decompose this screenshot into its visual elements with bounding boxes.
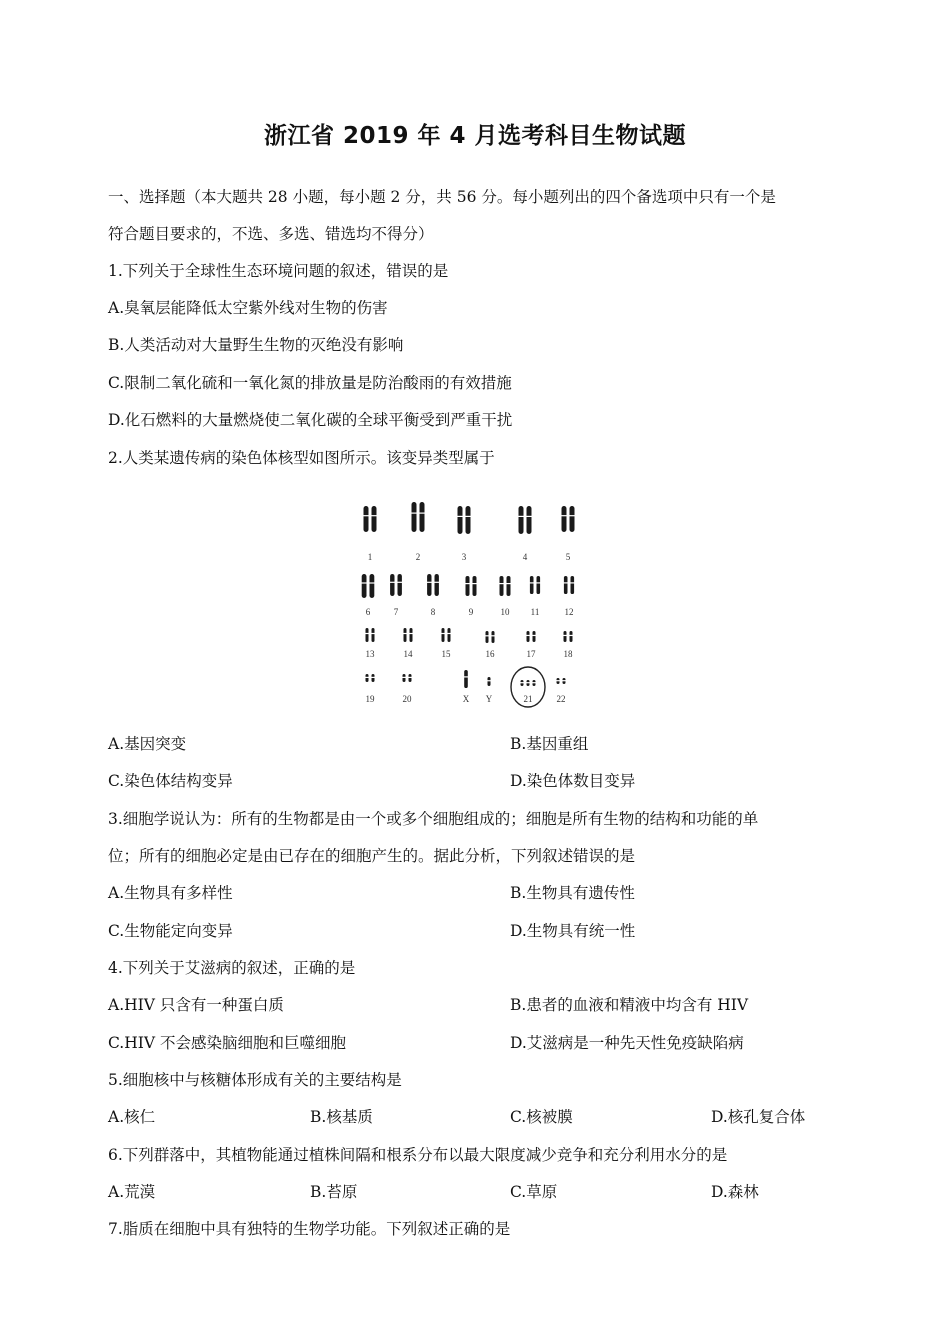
chromosome-label: 11 xyxy=(530,607,540,617)
question-3-stem-line-1: 3.细胞学说认为：所有的生物都是由一个或多个细胞组成的；细胞是所有生物的结构和功能的单 xyxy=(108,810,759,828)
question-2-option-d: D.染色体数目变异 xyxy=(510,772,636,790)
chromosome-3 xyxy=(457,506,471,562)
question-1-option-b: B.人类活动对大量野生生物的灭绝没有影响 xyxy=(108,336,404,354)
chromosome-9-copy xyxy=(466,576,470,596)
question-5-option-a: A.核仁 xyxy=(108,1108,156,1126)
chromosome-label: 12 xyxy=(564,607,574,617)
chromosome-label: 21 xyxy=(523,694,533,704)
chromosome-1 xyxy=(363,506,377,562)
chromosome-11-copy xyxy=(530,576,534,594)
chromosome-4 xyxy=(518,506,532,562)
chromosome-12-copy xyxy=(571,576,575,594)
chromosome-label: 3 xyxy=(461,552,467,562)
chromosome-5-copy xyxy=(570,506,575,532)
chromosome-X-copy xyxy=(464,670,468,688)
chromosome-14-copy xyxy=(410,628,413,642)
question-5-stem: 5.细胞核中与核糖体形成有关的主要结构是 xyxy=(108,1071,402,1089)
chromosome-11 xyxy=(529,576,540,617)
chromosome-1-copy xyxy=(372,506,377,532)
question-5-option-d: D.核孔复合体 xyxy=(711,1108,806,1126)
chromosome-15 xyxy=(441,628,451,659)
chromosome-5 xyxy=(561,506,575,562)
chromosome-16-copy xyxy=(486,631,489,643)
chromosome-7 xyxy=(390,574,403,617)
chromosome-label: 17 xyxy=(526,649,536,659)
question-1-option-d: D.化石燃料的大量燃烧使二氧化碳的全球平衡受到严重干扰 xyxy=(108,411,513,429)
chromosome-18-copy xyxy=(570,631,573,642)
question-1-stem: 1.下列关于全球性生态环境问题的叙述，错误的是 xyxy=(108,262,449,280)
chromosome-5-copy xyxy=(562,506,567,532)
chromosome-label: 1 xyxy=(367,552,373,562)
section-intro-line-2: 符合题目要求的，不选、多选、错选均不得分） xyxy=(108,225,434,243)
question-3-option-b: B.生物具有遗传性 xyxy=(510,884,635,902)
question-2-option-b: B.基因重组 xyxy=(510,735,589,753)
chromosome-13-copy xyxy=(366,628,369,642)
chromosome-label: 18 xyxy=(563,649,573,659)
chromosome-18-copy xyxy=(564,631,567,642)
question-1-option-a: A.臭氧层能降低太空紫外线对生物的伤害 xyxy=(108,299,388,317)
question-6-stem: 6.下列群落中，其植物能通过植株间隔和根系分布以最大限度减少竞争和充分利用水分的是 xyxy=(108,1146,728,1164)
chromosome-label: 19 xyxy=(365,694,375,704)
question-3-stem-line-2: 位；所有的细胞必定是由已存在的细胞产生的。据此分析，下列叙述错误的是 xyxy=(108,847,636,865)
chromosome-2-copy xyxy=(420,502,425,532)
question-3-option-a: A.生物具有多样性 xyxy=(108,884,233,902)
chromosome-8 xyxy=(427,574,440,617)
chromosome-9 xyxy=(465,576,477,617)
chromosome-label: 6 xyxy=(365,607,371,617)
chromosome-label: 22 xyxy=(556,694,566,704)
question-4-option-a: A.HIV 只含有一种蛋白质 xyxy=(108,996,284,1014)
question-4-option-b: B.患者的血液和精液中均含有 HIV xyxy=(510,996,749,1014)
chromosome-Y xyxy=(486,677,493,704)
chromosome-8-copy xyxy=(435,574,439,596)
chromosome-label: Y xyxy=(485,694,493,704)
chromosome-label: 5 xyxy=(565,552,571,562)
question-6-option-d: D.森林 xyxy=(711,1183,759,1201)
chromosome-14-copy xyxy=(404,628,407,642)
question-4-stem: 4.下列关于艾滋病的叙述，正确的是 xyxy=(108,959,356,977)
section-intro-line-1: 一、选择题（本大题共 28 小题，每小题 2 分，共 56 分。每小题列出的四个备选项中只有一个是 xyxy=(108,188,776,206)
chromosome-15-copy xyxy=(448,628,451,642)
question-7-stem: 7.脂质在细胞中具有独特的生物学功能。下列叙述正确的是 xyxy=(108,1220,511,1238)
chromosome-6-copy xyxy=(370,574,375,598)
chromosome-label: 9 xyxy=(468,607,474,617)
question-6-option-a: A.荒漠 xyxy=(108,1183,156,1201)
chromosome-19 xyxy=(365,674,375,704)
chromosome-label: 2 xyxy=(415,552,421,562)
chromosome-3-copy xyxy=(466,506,471,534)
chromosome-label: 16 xyxy=(485,649,495,659)
chromosome-15-copy xyxy=(442,628,445,642)
chromosome-8-copy xyxy=(427,574,431,596)
question-3-option-c: C.生物能定向变异 xyxy=(108,922,233,940)
chromosome-10-copy xyxy=(500,576,504,596)
question-1-option-c: C.限制二氧化硫和一氧化氮的排放量是防治酸雨的有效措施 xyxy=(108,374,512,392)
chromosome-label: 20 xyxy=(402,694,412,704)
chromosome-label: 14 xyxy=(403,649,413,659)
question-4-option-d: D.艾滋病是一种先天性免疫缺陷病 xyxy=(510,1034,744,1052)
chromosome-3-copy xyxy=(458,506,463,534)
chromosome-X xyxy=(463,670,470,704)
karyotype-figure xyxy=(350,494,590,714)
chromosome-14 xyxy=(403,628,413,659)
question-6-option-c: C.草原 xyxy=(510,1183,558,1201)
chromosome-12 xyxy=(563,576,574,617)
chromosome-21 xyxy=(520,680,536,704)
chromosome-1-copy xyxy=(364,506,369,532)
question-4-option-c: C.HIV 不会感染脑细胞和巨噬细胞 xyxy=(108,1034,346,1052)
chromosome-6-copy xyxy=(362,574,367,598)
chromosome-2-copy xyxy=(412,502,417,532)
chromosome-4-copy xyxy=(519,506,524,534)
question-5-option-c: C.核被膜 xyxy=(510,1108,573,1126)
chromosome-13-copy xyxy=(372,628,375,642)
chromosome-9-copy xyxy=(473,576,477,596)
chromosome-17-copy xyxy=(527,631,530,642)
question-2-option-c: C.染色体结构变异 xyxy=(108,772,233,790)
question-6-option-b: B.苔原 xyxy=(310,1183,358,1201)
chromosome-label: 4 xyxy=(522,552,528,562)
question-2-stem: 2.人类某遗传病的染色体核型如图所示。该变异类型属于 xyxy=(108,449,495,467)
chromosome-11-copy xyxy=(537,576,541,594)
chromosome-13 xyxy=(365,628,375,659)
chromosome-4-copy xyxy=(527,506,532,534)
chromosome-12-copy xyxy=(564,576,568,594)
chromosome-6 xyxy=(361,574,375,617)
chromosome-16 xyxy=(485,631,495,659)
chromosome-label: 10 xyxy=(500,607,510,617)
page-title: 浙江省 2019 年 4 月选考科目生物试题 xyxy=(263,123,687,149)
chromosome-label: X xyxy=(462,694,470,704)
chromosome-17 xyxy=(526,631,536,659)
chromosome-2 xyxy=(411,502,425,562)
chromosome-22 xyxy=(556,678,566,704)
question-5-option-b: B.核基质 xyxy=(310,1108,373,1126)
chromosome-label: 15 xyxy=(441,649,451,659)
chromosome-label: 13 xyxy=(365,649,375,659)
chromosome-20 xyxy=(402,674,412,704)
chromosome-7-copy xyxy=(390,574,394,596)
chromosome-18 xyxy=(563,631,573,659)
chromosome-17-copy xyxy=(533,631,536,642)
chromosome-10 xyxy=(499,576,511,617)
chromosome-label: 7 xyxy=(393,607,399,617)
question-2-option-a: A.基因突变 xyxy=(108,735,187,753)
question-3-option-d: D.生物具有统一性 xyxy=(510,922,636,940)
chromosome-10-copy xyxy=(507,576,511,596)
chromosome-label: 8 xyxy=(430,607,436,617)
chromosome-Y-copy xyxy=(488,677,491,686)
chromosome-16-copy xyxy=(492,631,495,643)
chromosome-7-copy xyxy=(398,574,402,596)
